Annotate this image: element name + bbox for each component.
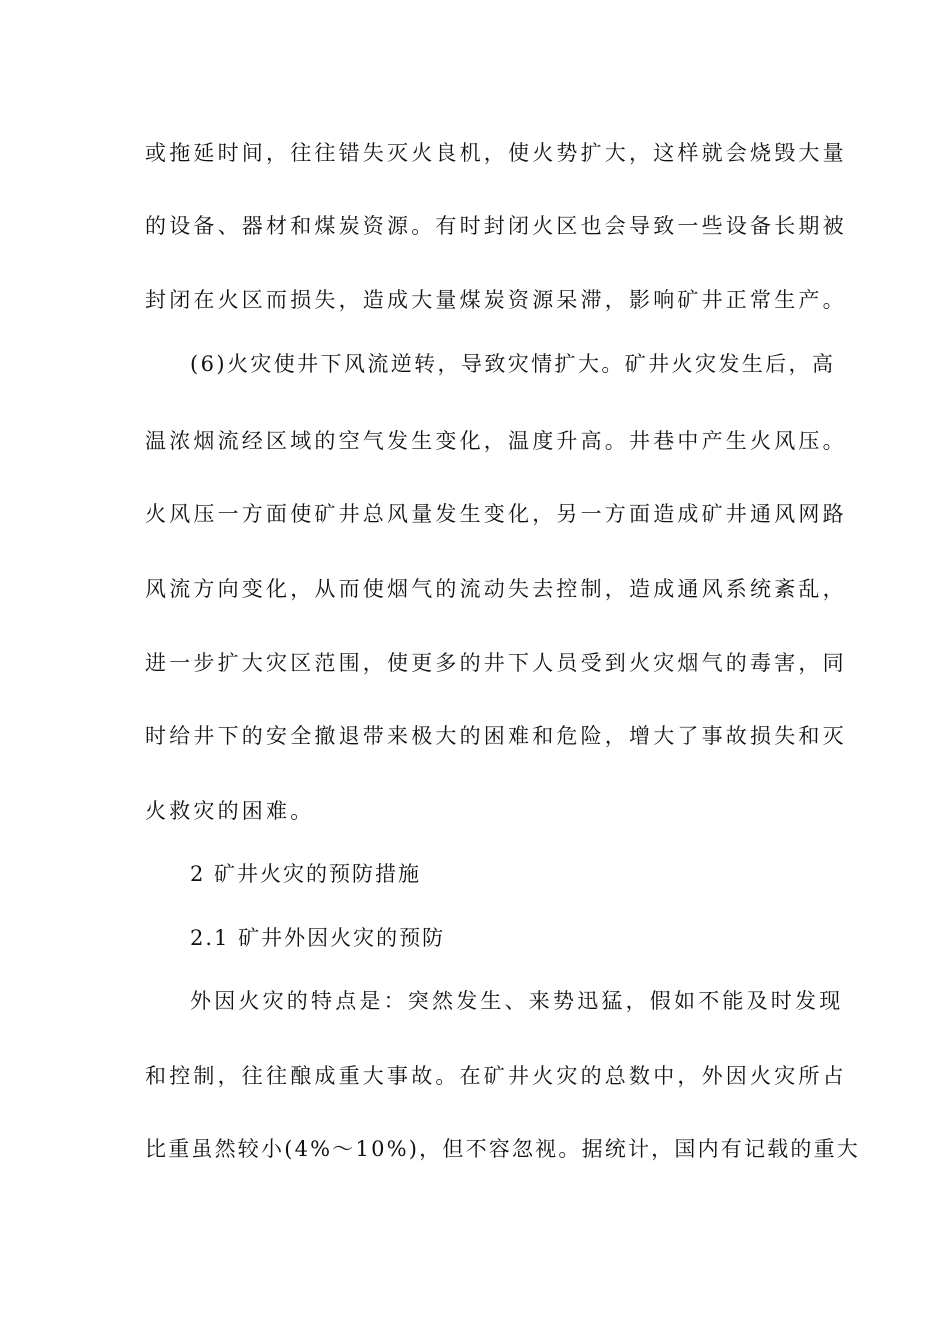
paragraph-line: (6)火灾使井下风流逆转，导致灾情扩大。矿井火灾发生后，高: [190, 352, 836, 376]
paragraph-line: 比重虽然较小(4%～10%)，但不容忽视。据统计，国内有记载的重大: [145, 1137, 860, 1161]
paragraph-line: 外因火灾的特点是：突然发生、来势迅猛，假如不能及时发现: [190, 989, 844, 1013]
paragraph-line: 火风压一方面使矿井总风量发生变化，另一方面造成矿井通风网路: [145, 502, 847, 526]
paragraph-line: 的设备、器材和煤炭资源。有时封闭火区也会导致一些设备长期被: [145, 214, 847, 238]
paragraph-line: 进一步扩大灾区范围，使更多的井下人员受到火灾烟气的毒害，同: [145, 651, 847, 675]
paragraph-line: 时给井下的安全撤退带来极大的困难和危险，增大了事故损失和灭: [145, 724, 847, 748]
section-heading: 2 矿井火灾的预防措施: [190, 862, 422, 886]
subsection-heading: 2.1 矿井外因火灾的预防: [190, 926, 446, 950]
paragraph-line: 和控制，往往酿成重大事故。在矿井火灾的总数中，外因火灾所占: [145, 1064, 847, 1088]
paragraph-line: 风流方向变化，从而使烟气的流动失去控制，造成通风系统紊乱，: [145, 577, 847, 601]
paragraph-line: 封闭在火区而损失，造成大量煤炭资源呆滞，影响矿井正常生产。: [145, 288, 847, 312]
paragraph-line: 或拖延时间，往往错失灭火良机，使火势扩大，这样就会烧毁大量: [145, 141, 847, 165]
paragraph-line: 温浓烟流经区域的空气发生变化，温度升高。井巷中产生火风压。: [145, 429, 847, 453]
paragraph-line: 火救灾的困难。: [145, 799, 315, 823]
